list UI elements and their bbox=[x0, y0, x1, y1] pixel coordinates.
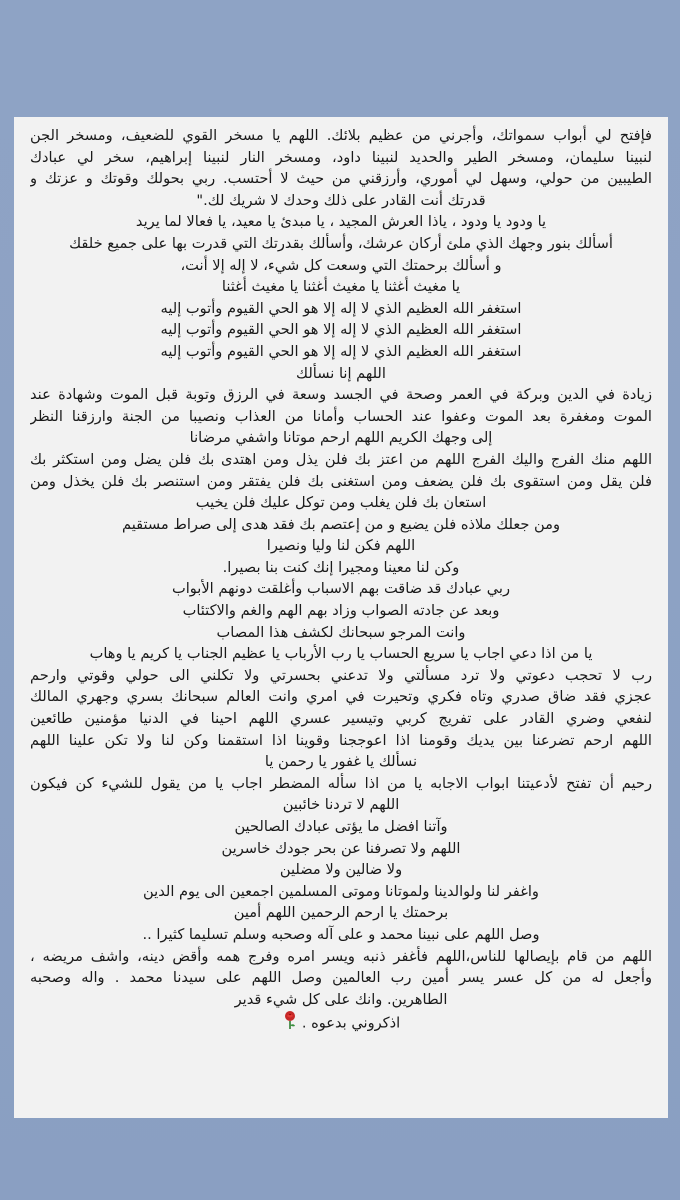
text-line-content: اللهم منك الفرج واليك الفرج اللهم من اعتز بك فلن يذل ومن اهتدى بك فلن يضل ومن استكثر بك bbox=[30, 450, 652, 468]
text-card bbox=[14, 117, 668, 1118]
text-line-content: الطيبين من حولي، وسهل لي أموري، وأرزقني من حيث لا أحتسب. ربي بحولك وقوتك و عزتك و bbox=[30, 170, 652, 188]
text-line bbox=[30, 708, 652, 730]
text-line bbox=[30, 600, 652, 622]
text-line-content: اللهم إنا نسألك bbox=[296, 364, 386, 382]
text-line bbox=[30, 535, 652, 557]
text-line-content: اللهم فكن لنا وليا ونصيرا bbox=[266, 537, 416, 555]
text-line bbox=[30, 967, 652, 989]
text-line bbox=[30, 298, 652, 320]
text-line bbox=[30, 147, 652, 169]
text-line bbox=[30, 794, 652, 816]
text-line bbox=[30, 406, 652, 428]
text-line bbox=[30, 881, 652, 903]
text-line bbox=[30, 168, 652, 190]
text-line-content: رب لا تحجب دعوتي ولا ترد مسألتي ولا تدعني بحسرتي ولا تكلني الى حولي وقوتي وارحم bbox=[30, 666, 652, 684]
text-line bbox=[30, 686, 652, 708]
text-line-content: فلن يقل ومن استقوى بك فلن يضعف ومن استغنى بك فلن يفتقر ومن استنصر بك فلن يخذل ومن bbox=[30, 472, 652, 490]
text-line bbox=[30, 989, 652, 1011]
text-line bbox=[30, 233, 652, 255]
text-line-content: برحمتك يا ارحم الرحمين اللهم أمين bbox=[233, 904, 449, 922]
text-line bbox=[30, 859, 652, 881]
text-line-content: لنفعي وضري القادر على تفريج كربي وتيسير عسري اللهم احينا في الدنيا مؤمنين طائعين bbox=[30, 710, 652, 728]
text-line bbox=[30, 578, 652, 600]
text-line-content: وبعد عن جادته الصواب وزاد بهم الهم والغم والاكتئاب bbox=[182, 602, 500, 620]
text-line-content: الطاهرين. وانك على كل شيء قدير bbox=[234, 990, 448, 1008]
text-line-content: لنبينا سليمان، ومسخر الطير والحديد لنبينا داود، ومسخر النار لنبينا إبراهيم، سخر لي عبادك bbox=[30, 148, 652, 166]
text-line bbox=[30, 730, 652, 752]
text-line bbox=[30, 751, 652, 773]
text-line-content: ربي عبادك قد ضاقت بهم الاسباب وأغلقت دونهم الأبواب bbox=[171, 580, 511, 598]
text-line bbox=[30, 514, 652, 536]
text-line bbox=[30, 341, 652, 363]
text-line-content: استغفر الله العظيم الذي لا إله إلا هو الحي القيوم وأتوب إليه bbox=[160, 342, 522, 360]
text-line bbox=[30, 211, 652, 233]
text-line-content: فإفتح لي أبواب سمواتك، وأجرني من عظيم بلائك. اللهم يا مسخر القوي للضعيف، ومسخر الجن bbox=[30, 127, 652, 144]
text-line bbox=[30, 816, 652, 838]
text-line bbox=[30, 276, 652, 298]
text-line-content: وأجعل له من كل عسر يسر أمين رب العالمين وصل اللهم على سيدنا محمد . واله وصحبه bbox=[30, 969, 652, 987]
text-line bbox=[30, 946, 652, 968]
text-line-content: اذكروني بدعوه . bbox=[301, 1014, 401, 1032]
text-line bbox=[30, 471, 652, 493]
text-line bbox=[30, 363, 652, 385]
text-line-content: يا من اذا دعي اجاب يا سريع الحساب يا رب الأرباب يا عظيم الجناب يا كريم يا وهاب bbox=[89, 645, 593, 663]
text-line bbox=[30, 125, 652, 147]
text-line-content: استغفر الله العظيم الذي لا إله إلا هو الحي القيوم وأتوب إليه bbox=[160, 321, 522, 339]
text-line bbox=[30, 1010, 652, 1032]
rose-icon bbox=[282, 1010, 298, 1032]
text-line-content: وانت المرجو سبحانك لكشف هذا المصاب bbox=[216, 623, 466, 641]
text-line bbox=[30, 622, 652, 644]
text-line bbox=[30, 557, 652, 579]
text-line-content: وكن لنا معينا ومجيرا إنك كنت بنا بصيرا. bbox=[222, 558, 460, 576]
text-line-content: يا ودود يا ودود ، ياذا العرش المجيد ، يا مبدئ يا معيد، يا فعالا لما يريد bbox=[135, 213, 547, 231]
text-line bbox=[30, 427, 652, 449]
text-line-content: ومن جعلك ملاذه فلن يضيع و من إعتصم بك فقد هدى إلى صراط مستقيم bbox=[121, 515, 560, 533]
text-line bbox=[30, 255, 652, 277]
text-line bbox=[30, 773, 652, 795]
text-line-content: اللهم من قام بإيصالها للناس،اللهم فأغفر ذنبه ويسر امره وفرج همه وأقض دينه، واشف مريضه ، bbox=[30, 947, 652, 965]
text-line-content: ولا ضالين ولا مضلين bbox=[279, 861, 403, 879]
text-line bbox=[30, 190, 652, 212]
text-line bbox=[30, 902, 652, 924]
text-line-content: عجزي فقد ضاق صدري وتاه فكري وتحيرت في امري وانت العالم سبحانك بسري وجهري المالك bbox=[30, 688, 652, 706]
text-line bbox=[30, 449, 652, 471]
text-line-content: إلى وجهك الكريم اللهم ارحم موتانا واشفي مرضانا bbox=[189, 429, 493, 447]
text-line-content: وآتنا افضل ما يؤتى عبادك الصالحين bbox=[234, 818, 448, 835]
text-line-content: اللهم ارحم تضرعنا بين يديك وقومنا اذا اعوججنا وقوينا اذا استقمنا وكن لنا ولا تكن علينا اللهم bbox=[30, 731, 652, 749]
text-line bbox=[30, 384, 652, 406]
text-line-content: استعان بك فلن يغلب ومن توكل عليك فلن يخيب bbox=[195, 494, 487, 512]
text-line-content: رحيم أن تفتح لأدعيتنا ابواب الاجابه يا من اذا سأله المضطر اجاب يا من يقول للشيء كن فيكون bbox=[30, 774, 652, 792]
text-line-content: اللهم لا تردنا خائبين bbox=[282, 796, 400, 814]
text-line-content: الموت ومغفرة بعد الموت وعفوا عند الحساب وأمانا من العذاب ونصيبا من الجنة وارزقنا النظر bbox=[30, 407, 652, 425]
text-line-content: اللهم ولا تصرفنا عن بحر جودك خاسرين bbox=[221, 839, 461, 857]
text-line-content: يا مغيث أغثنا يا مغيث أغثنا يا مغيث أغثنا bbox=[221, 278, 461, 296]
text-line-content: و أسألك برحمتك التي وسعت كل شيء، لا إله إلا أنت، bbox=[180, 256, 502, 274]
text-line-content: واغفر لنا ولوالدينا ولموتانا وموتى المسلمين اجمعين الى يوم الدين bbox=[143, 882, 539, 900]
text-line-content: نسألك يا غفور يا رحمن يا bbox=[264, 753, 418, 771]
text-line bbox=[30, 319, 652, 341]
text-line bbox=[30, 643, 652, 665]
text-line-content: أسألك بنور وجهك الذي ملئ أركان عرشك، وأسألك بقدرتك التي قدرت بها على جميع خلقك bbox=[69, 234, 613, 252]
text-line-content: استغفر الله العظيم الذي لا إله إلا هو الحي القيوم وأتوب إليه bbox=[160, 299, 522, 317]
text-line bbox=[30, 665, 652, 687]
text-line-content: وصل اللهم على نبينا محمد و على آله وصحبه وسلم تسليما كثيرا .. bbox=[142, 925, 540, 943]
text-line bbox=[30, 924, 652, 946]
text-line bbox=[30, 838, 652, 860]
text-line-content: زيادة في الدين وبركة في العمر وصحة في الجسد وسعة في الرزق وتوبة قبل الموت وشهادة عند bbox=[30, 386, 652, 404]
text-line bbox=[30, 492, 652, 514]
text-line-content: قدرتك أنت القادر على ذلك وحدك لا شريك لك." bbox=[196, 191, 486, 209]
